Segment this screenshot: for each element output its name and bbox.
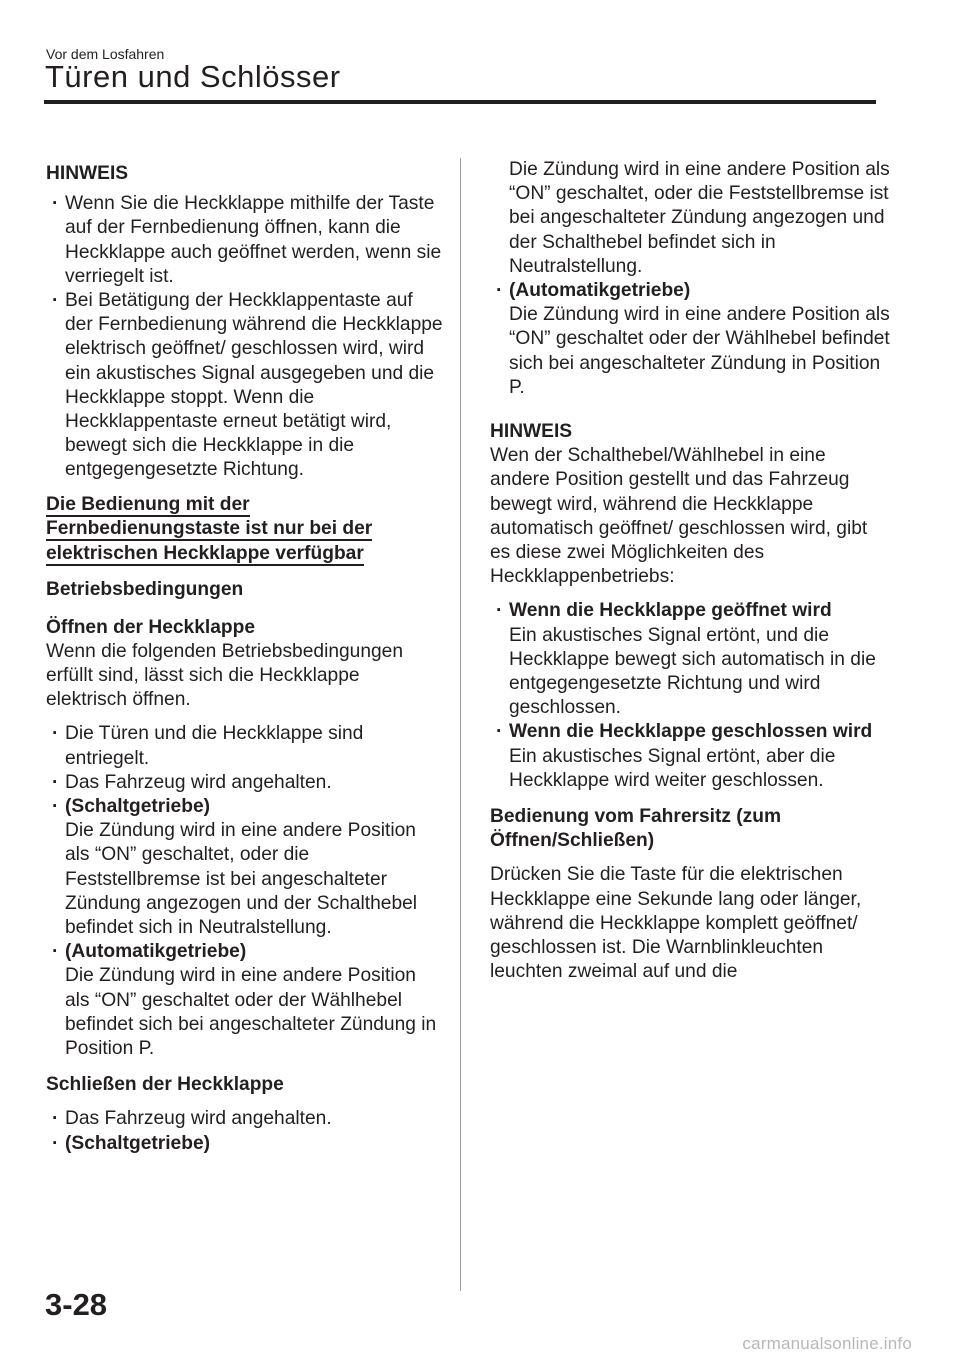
condition-label: · (Schaltgetriebe)	[65, 1132, 211, 1154]
note-case	[490, 599, 890, 720]
condition-text: Die Zündung wird in eine andere Position als “ON” geschaltet, oder die Feststellbremse ist bei angeschalteter Zündung angezogen und der Schalthebel befindet sich in Neutralstellung.	[65, 820, 418, 939]
note-title: HINWEIS	[46, 163, 129, 184]
case-label: · Wenn die Heckklappe geöffnet wird	[509, 600, 832, 622]
page-title: Türen und Schlösser	[45, 59, 341, 94]
note-title: HINWEIS	[490, 421, 573, 443]
heading-line: elektrischen Heckklappe verfügbar	[46, 542, 364, 564]
open-intro: Wenn die folgenden Betriebsbedingungen erfüllt sind, lässt sich die Heckklappe elektrisch öffnen.	[46, 640, 404, 711]
remote-operation-heading	[46, 493, 444, 567]
section-label: Vor dem Losfahren	[46, 46, 165, 62]
condition-text: Die Zündung wird in eine andere Position als “ON” geschaltet oder der Wählhebel befindet sich bei angeschalteter Zündung in Position P.	[65, 965, 437, 1060]
conditions-title: Betriebsbedingungen	[46, 579, 244, 601]
case-text: Ein akustisches Signal ertönt, aber die Heckklappe wird weiter geschlossen.	[509, 745, 836, 791]
condition-item	[46, 1132, 444, 1156]
column-divider	[460, 158, 461, 1291]
heading-line: Fernbedienungstaste ist nur bei der	[46, 518, 373, 540]
driver-seat-title: Bedienung vom Fahrersitz (zum Öffnen/Schließen)	[490, 806, 782, 852]
close-title: Schließen der Heckklappe	[46, 1074, 284, 1096]
heading-line: Die Bedienung mit der	[46, 493, 250, 515]
condition-text: Die Zündung wird in eine andere Position als “ON” geschaltet oder der Wählhebel befindet sich bei angeschalteter Zündung in Position P.	[509, 304, 890, 398]
condition-item	[46, 795, 444, 940]
condition-label: · (Automatikgetriebe)	[65, 941, 247, 963]
condition-item: · Die Türen und die Heckklappe sind entriegelt.	[46, 722, 444, 770]
driver-seat-text: Drücken Sie die Taste für die elektrischen Heckklappe eine Sekunde lang oder länger, während die Heckklappe komplett geöffnet/ geschlossen ist. Die Warnblinkleuchten leuchten zweimal auf und die	[490, 864, 862, 983]
condition-label: · (Schaltgetriebe)	[65, 796, 211, 818]
condition-item	[46, 940, 444, 1061]
case-text: Ein akustisches Signal ertönt, und die Heckklappe bewegt sich automatisch in die entgegengesetzte Richtung und wird geschlossen.	[509, 624, 876, 719]
condition-item: · Das Fahrzeug wird angehalten.	[46, 771, 444, 795]
page-number: 3-28	[45, 1287, 108, 1322]
right-column	[490, 158, 890, 985]
condition-item	[490, 279, 890, 400]
condition-text: Die Zündung wird in eine andere Position als “ON” geschaltet, oder die Feststellbremse ist bei angeschalteter Zündung angezogen und der Schalthebel befindet sich in Neutralstellung.	[509, 159, 890, 277]
note-text: Wen der Schalthebel/Wählhebel in eine andere Position gestellt und das Fahrzeug bewegt wird, während die Heckklappe automatisch geöffnet/ geschlossen wird, gibt es diese zwei Möglichkeiten des Heckklappenbetriebs:	[490, 445, 868, 588]
header-rule	[44, 100, 876, 104]
note-item: · Bei Betätigung der Heckklappentaste auf der Fernbedienung während die Heckklappe elektrisch geöffnet/ geschlossen wird, wird ein akustisches Signal ausgegeben und die Heckklappe stoppt. Wenn die Heckklappentaste erneut betätigt wird, bewegt sich die Heckklappe in die entgegengesetzte Richtung.	[46, 289, 444, 483]
watermark: carmanualsonline.info	[742, 1334, 912, 1353]
condition-label: · (Automatikgetriebe)	[509, 280, 691, 302]
continued-condition	[490, 158, 890, 279]
note-case	[490, 720, 890, 793]
case-label: · Wenn die Heckklappe geschlossen wird	[509, 721, 873, 743]
left-column	[46, 158, 444, 1156]
open-title: Öffnen der Heckklappe	[46, 616, 255, 638]
note-item: · Wenn Sie die Heckklappe mithilfe der Taste auf der Fernbedienung öffnen, kann die Heckklappe auch geöffnet werden, wenn sie verriegelt ist.	[46, 192, 444, 289]
condition-item: · Das Fahrzeug wird angehalten.	[46, 1107, 444, 1131]
